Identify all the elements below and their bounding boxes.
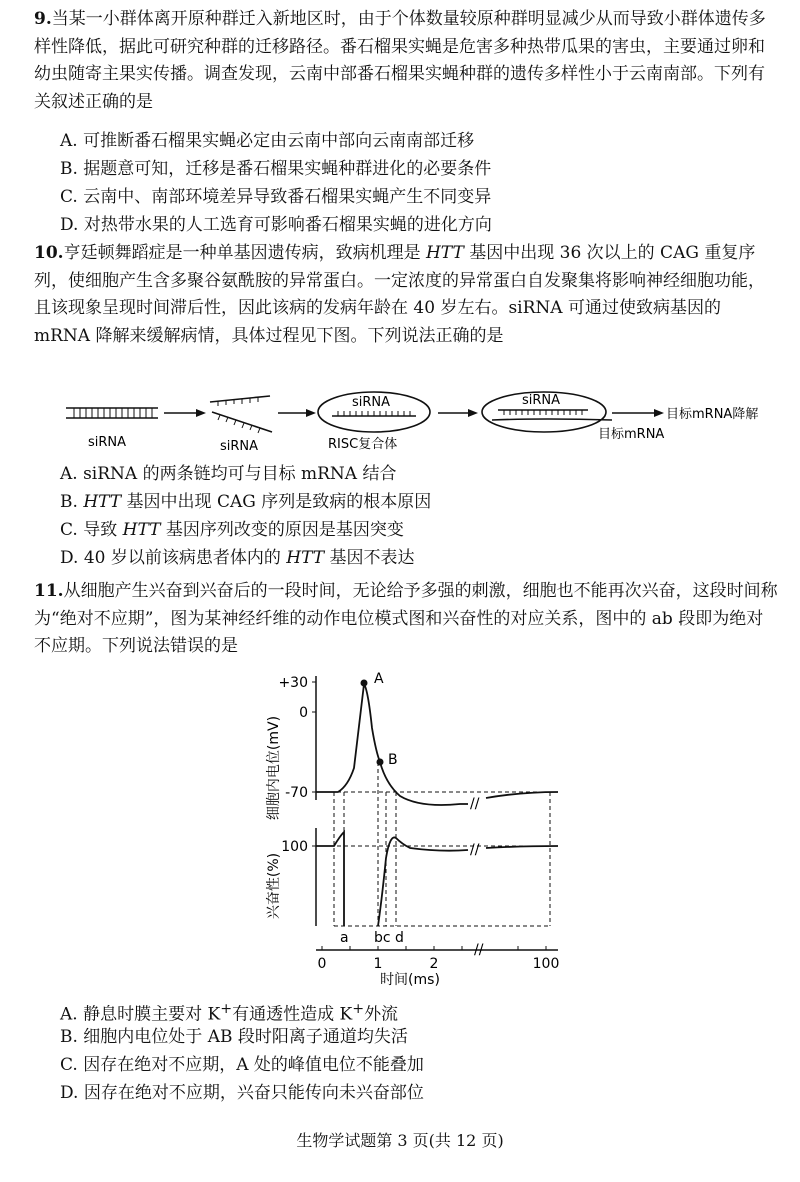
- question-number: 10.: [34, 243, 64, 263]
- x-tick-2: 2: [429, 956, 439, 972]
- q10-option-b: B. HTT 基因中出现 CAG 序列是致病的根本原因: [60, 492, 432, 512]
- ylabel-potential: 细胞内电位(mV): [266, 715, 282, 821]
- question-number: 11.: [34, 581, 64, 601]
- sirna-label-1: siRNA: [88, 435, 127, 450]
- question-stem: 从细胞产生兴奋到兴奋后的一段时间，无论给予多强的刺激，细胞也不能再次兴奋，这段时间称为“绝对不应期”，图为某神经纤维的动作电位模式图和兴奋性的对应关系，图中的 ab 段即为绝对不应期。下列说法错误的是: [34, 581, 778, 656]
- gene-name: HTT: [425, 243, 464, 263]
- sirna-duplex: [66, 408, 158, 418]
- tick-plus30: +30: [278, 675, 308, 691]
- q11-option-d: D. 因存在绝对不应期，兴奋只能传向未兴奋部位: [60, 1083, 424, 1103]
- question-11: [34, 578, 778, 661]
- question-stem-a: 亨廷顿舞蹈症是一种单基因遗传病，致病机理是: [63, 243, 421, 263]
- page-footer: 生物学试题第 3 页(共 12 页): [296, 1131, 504, 1150]
- sirna-label-2: siRNA: [220, 439, 259, 454]
- q10-option-d: D. 40 岁以前该病患者体内的 HTT 基因不表达: [60, 548, 415, 568]
- question-9: [34, 6, 778, 116]
- q9-option-d: D. 对热带水果的人工选育可影响番石榴果实蝇的进化方向: [60, 215, 492, 235]
- tick-minus70: -70: [285, 785, 308, 801]
- tick-100: 100: [281, 839, 308, 855]
- x-tick-100: 100: [532, 956, 560, 972]
- risc-label: RISC复合体: [328, 437, 398, 452]
- axis-break-time: //: [474, 942, 484, 958]
- q11-option-c: C. 因存在绝对不应期，A 处的峰值电位不能叠加: [60, 1055, 424, 1075]
- action-potential-graph: [250, 668, 580, 988]
- degrade-label: 目标mRNA降解: [666, 407, 759, 422]
- xlabel-time: 时间(ms): [380, 972, 440, 988]
- risc-sirna-label: siRNA: [352, 395, 391, 410]
- gene-name: HTT: [122, 520, 161, 540]
- target-sirna-label: siRNA: [522, 393, 561, 408]
- q10-option-c: C. 导致 HTT 基因序列改变的原因是基因突变: [60, 520, 404, 540]
- sirna-process-diagram: [60, 384, 780, 454]
- gene-name: HTT: [286, 548, 325, 568]
- tick-zero: 0: [299, 705, 308, 721]
- axis-break-top: //: [470, 796, 480, 812]
- q11-option-b: B. 细胞内电位处于 AB 段时阳离子通道均失活: [60, 1027, 408, 1047]
- point-b-label: B: [388, 752, 398, 768]
- q10-option-a: A. siRNA 的两条链均可与目标 mRNA 结合: [60, 464, 397, 484]
- question-number: 9.: [34, 9, 52, 29]
- risc-complex: [318, 392, 430, 432]
- question-10: [34, 240, 778, 350]
- q9-option-b: B. 据题意可知，迁移是番石榴果实蝇种群进化的必要条件: [60, 159, 492, 179]
- x-tick-0: 0: [317, 956, 327, 972]
- mark-bcd: bc d: [374, 930, 404, 946]
- gene-name: HTT: [83, 492, 122, 512]
- sirna-unwinding: [210, 396, 272, 433]
- q9-option-c: C. 云南中、南部环境差异导致番石榴果实蝇产生不同变异: [60, 187, 492, 207]
- q9-option-a: A. 可推断番石榴果实蝇必定由云南中部向云南南部迁移: [60, 131, 475, 151]
- point-a-label: A: [374, 671, 384, 687]
- x-tick-1: 1: [373, 956, 383, 972]
- axis-break-bottom: //: [470, 842, 480, 858]
- q11-option-a: A. 静息时膜主要对 K+有通透性造成 K+外流: [60, 1001, 399, 1025]
- ylabel-excitability: 兴奋性(%): [266, 852, 282, 920]
- question-stem: 当某一小群体离开原种群迁入新地区时，由于个体数量较原种群明显减少从而导致小群体遗传多样性降低，据此可研究种群的迁移路径。番石榴果实蝇是危害多种热带瓜果的害虫，主要通过卵和幼虫随寄主果实传播。调查发现，云南中部番石榴果实蝇种群的遗传多样性小于云南南部。下列有关叙述正确的是: [34, 9, 766, 112]
- target-mrna-label: 目标mRNA: [598, 427, 665, 442]
- question-stem-b: 基因中出现 36 次以上的 CAG 重复序列，使细胞产生含多聚谷氨酰胺的异常蛋白。一定浓度的异常蛋白自发聚集将影响神经细胞功能，且该现象呈现时间滞后性，因此该病的发病年龄在 40 岁左右。siRNA 可通过使致病基因的 mRNA 降解来缓解病情，具体过程见下图。下列说法正确的是: [34, 243, 765, 346]
- risc-target-mrna: [482, 392, 612, 432]
- mark-a: a: [340, 930, 349, 946]
- potential-curve: [316, 684, 468, 805]
